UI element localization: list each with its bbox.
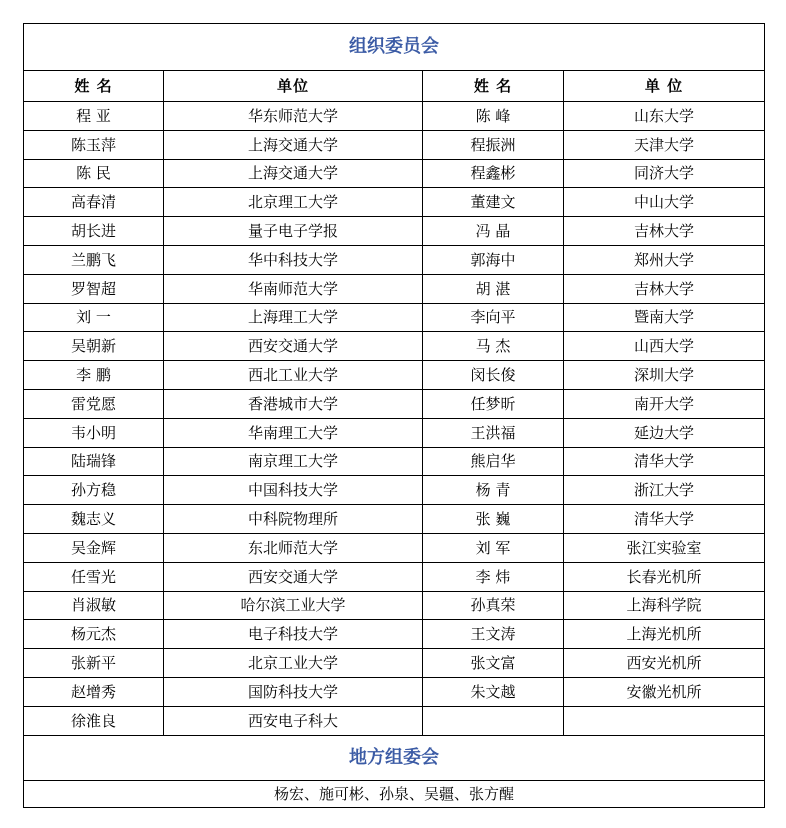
member-name-right: 熊启华 [423,447,564,476]
member-unit-left: 南京理工大学 [164,447,423,476]
table-row [24,418,765,447]
member-unit-left: 上海交通大学 [164,159,423,188]
member-name-left: 兰鹏飞 [24,245,164,274]
member-unit-left: 中科院物理所 [164,505,423,534]
table-header-row [24,71,765,102]
member-name-right: 马 杰 [423,332,564,361]
member-unit-left: 西安电子科大 [164,706,423,735]
local-committee-members: 杨宏、施可彬、孙泉、吴疆、张方醒 [24,780,765,807]
member-name-right: 张文富 [423,649,564,678]
member-unit-left: 华中科技大学 [164,245,423,274]
member-unit-right [564,706,765,735]
member-name-right: 陈 峰 [423,102,564,131]
member-name-right: 任梦昕 [423,389,564,418]
member-unit-left: 华南师范大学 [164,274,423,303]
member-name-left: 徐淮良 [24,706,164,735]
member-name-left: 任雪光 [24,562,164,591]
table-row [24,562,765,591]
member-unit-right: 上海科学院 [564,591,765,620]
table-row [24,476,765,505]
member-name-right: 郭海中 [423,245,564,274]
table-row [24,533,765,562]
table-row [24,303,765,332]
table-row [24,332,765,361]
organizing-committee-title-row [24,24,765,71]
member-unit-right: 西安光机所 [564,649,765,678]
member-name-right: 闵长俊 [423,361,564,390]
member-unit-right: 深圳大学 [564,361,765,390]
header-name-right: 姓 名 [423,71,564,102]
table-row [24,706,765,735]
member-unit-right: 吉林大学 [564,217,765,246]
table-row [24,361,765,390]
member-unit-right: 延边大学 [564,418,765,447]
member-unit-right: 中山大学 [564,188,765,217]
member-name-right: 杨 青 [423,476,564,505]
member-unit-left: 华东师范大学 [164,102,423,131]
member-name-left: 吴金辉 [24,533,164,562]
member-name-left: 肖淑敏 [24,591,164,620]
member-name-left: 韦小明 [24,418,164,447]
member-name-left: 罗智超 [24,274,164,303]
member-unit-left: 上海理工大学 [164,303,423,332]
member-unit-left: 西北工业大学 [164,361,423,390]
member-unit-right: 浙江大学 [564,476,765,505]
member-name-left: 孙方稳 [24,476,164,505]
member-name-right: 胡 湛 [423,274,564,303]
member-unit-right: 上海光机所 [564,620,765,649]
committee-table [23,23,765,808]
table-row [24,217,765,246]
member-name-right: 王洪福 [423,418,564,447]
member-name-left: 陈玉萍 [24,130,164,159]
member-unit-right: 山东大学 [564,102,765,131]
member-unit-right: 清华大学 [564,447,765,476]
member-name-left: 胡长进 [24,217,164,246]
header-unit-left: 单位 [164,71,423,102]
member-unit-right: 南开大学 [564,389,765,418]
member-name-left: 张新平 [24,649,164,678]
member-unit-left: 国防科技大学 [164,677,423,706]
member-name-right [423,706,564,735]
member-name-right: 程鑫彬 [423,159,564,188]
member-unit-right: 安徽光机所 [564,677,765,706]
table-row [24,649,765,678]
table-row [24,188,765,217]
member-name-right: 张 巍 [423,505,564,534]
table-row [24,274,765,303]
header-unit-right: 单 位 [564,71,765,102]
member-name-left: 李 鹏 [24,361,164,390]
member-name-right: 董建文 [423,188,564,217]
member-name-left: 高春清 [24,188,164,217]
member-unit-left: 电子科技大学 [164,620,423,649]
table-row [24,620,765,649]
member-unit-right: 同济大学 [564,159,765,188]
table-row [24,245,765,274]
member-name-right: 孙真荣 [423,591,564,620]
member-name-right: 朱文越 [423,677,564,706]
member-unit-right: 暨南大学 [564,303,765,332]
member-name-left: 魏志义 [24,505,164,534]
member-unit-left: 北京理工大学 [164,188,423,217]
member-name-left: 赵增秀 [24,677,164,706]
member-name-right: 程振洲 [423,130,564,159]
table-row [24,159,765,188]
member-unit-left: 哈尔滨工业大学 [164,591,423,620]
member-unit-right: 山西大学 [564,332,765,361]
member-unit-right: 郑州大学 [564,245,765,274]
member-unit-left: 北京工业大学 [164,649,423,678]
member-name-right: 李 炜 [423,562,564,591]
local-committee-members-row [24,780,765,807]
member-name-left: 刘 一 [24,303,164,332]
member-unit-right: 张江实验室 [564,533,765,562]
member-name-right: 李向平 [423,303,564,332]
member-name-right: 冯 晶 [423,217,564,246]
member-name-left: 程 亚 [24,102,164,131]
member-name-left: 雷党愿 [24,389,164,418]
member-name-left: 吴朝新 [24,332,164,361]
member-name-left: 陈 民 [24,159,164,188]
member-unit-left: 西安交通大学 [164,332,423,361]
member-name-left: 陆瑞锋 [24,447,164,476]
organizing-committee-title: 组织委员会 [24,24,765,71]
local-committee-title-row [24,735,765,780]
table-row [24,130,765,159]
member-unit-left: 上海交通大学 [164,130,423,159]
member-unit-left: 西安交通大学 [164,562,423,591]
member-name-right: 刘 军 [423,533,564,562]
local-committee-title: 地方组委会 [24,735,765,780]
member-unit-right: 吉林大学 [564,274,765,303]
table-row [24,389,765,418]
member-unit-left: 华南理工大学 [164,418,423,447]
member-unit-left: 东北师范大学 [164,533,423,562]
table-row [24,505,765,534]
member-unit-right: 清华大学 [564,505,765,534]
member-unit-left: 中国科技大学 [164,476,423,505]
member-unit-left: 量子电子学报 [164,217,423,246]
member-name-left: 杨元杰 [24,620,164,649]
header-name-left: 姓 名 [24,71,164,102]
member-unit-right: 天津大学 [564,130,765,159]
table-row [24,447,765,476]
member-unit-right: 长春光机所 [564,562,765,591]
table-row [24,591,765,620]
member-name-right: 王文涛 [423,620,564,649]
table-row [24,677,765,706]
member-unit-left: 香港城市大学 [164,389,423,418]
table-row [24,102,765,131]
